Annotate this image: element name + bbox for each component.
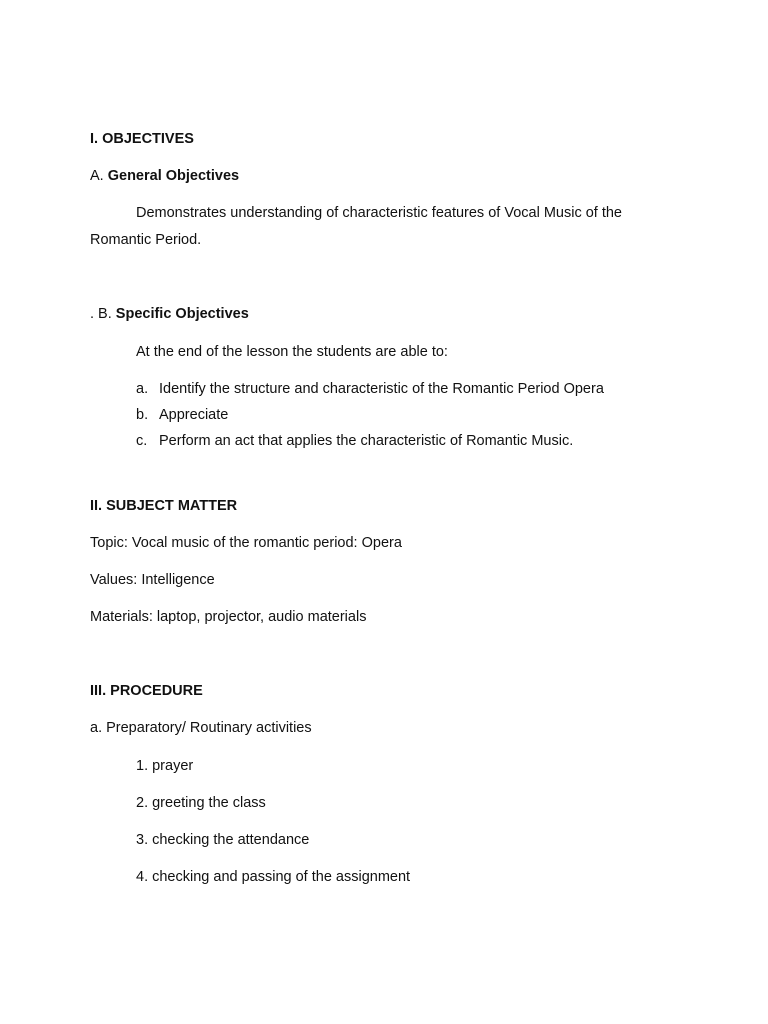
list-item: Perform an act that applies the characteristic of Romantic Music. [159, 433, 574, 449]
procedure-step: 4. checking and passing of the assignment [136, 869, 411, 885]
general-objectives-prefix: A. [90, 168, 108, 184]
specific-objectives-intro: At the end of the lesson the students are able to: [136, 344, 448, 360]
procedure-heading: III. PROCEDURE [90, 683, 203, 699]
list-item-marker: a. [136, 381, 149, 397]
objectives-heading: I. OBJECTIVES [90, 131, 194, 147]
specific-objectives-prefix: . B. [90, 306, 116, 322]
procedure-subheading: a. Preparatory/ Routinary activities [90, 720, 312, 736]
subject-materials: Materials: laptop, projector, audio materials [90, 609, 367, 625]
general-objectives-title: General Objectives [107, 168, 240, 184]
procedure-step: 3. checking the attendance [136, 832, 310, 848]
subject-values: Values: Intelligence [90, 572, 215, 588]
subject-topic: Topic: Vocal music of the romantic period: Opera [90, 535, 402, 551]
general-objectives-text-line2: Romantic Period. [90, 232, 202, 248]
list-item: Identify the structure and characteristic of the Romantic Period Opera [159, 381, 604, 397]
general-objectives-text-line1: Demonstrates understanding of characteristic features of Vocal Music of the [136, 205, 622, 221]
procedure-step: 1. prayer [136, 758, 194, 774]
general-objectives-heading [90, 167, 239, 185]
list-item: Appreciate [159, 407, 229, 423]
procedure-step: 2. greeting the class [136, 795, 266, 811]
list-item-marker: b. [136, 407, 149, 423]
specific-objectives-title: Specific Objectives [115, 306, 249, 322]
specific-objectives-heading [90, 305, 249, 323]
subject-matter-heading: II. SUBJECT MATTER [90, 498, 238, 514]
list-item-marker: c. [136, 433, 148, 449]
